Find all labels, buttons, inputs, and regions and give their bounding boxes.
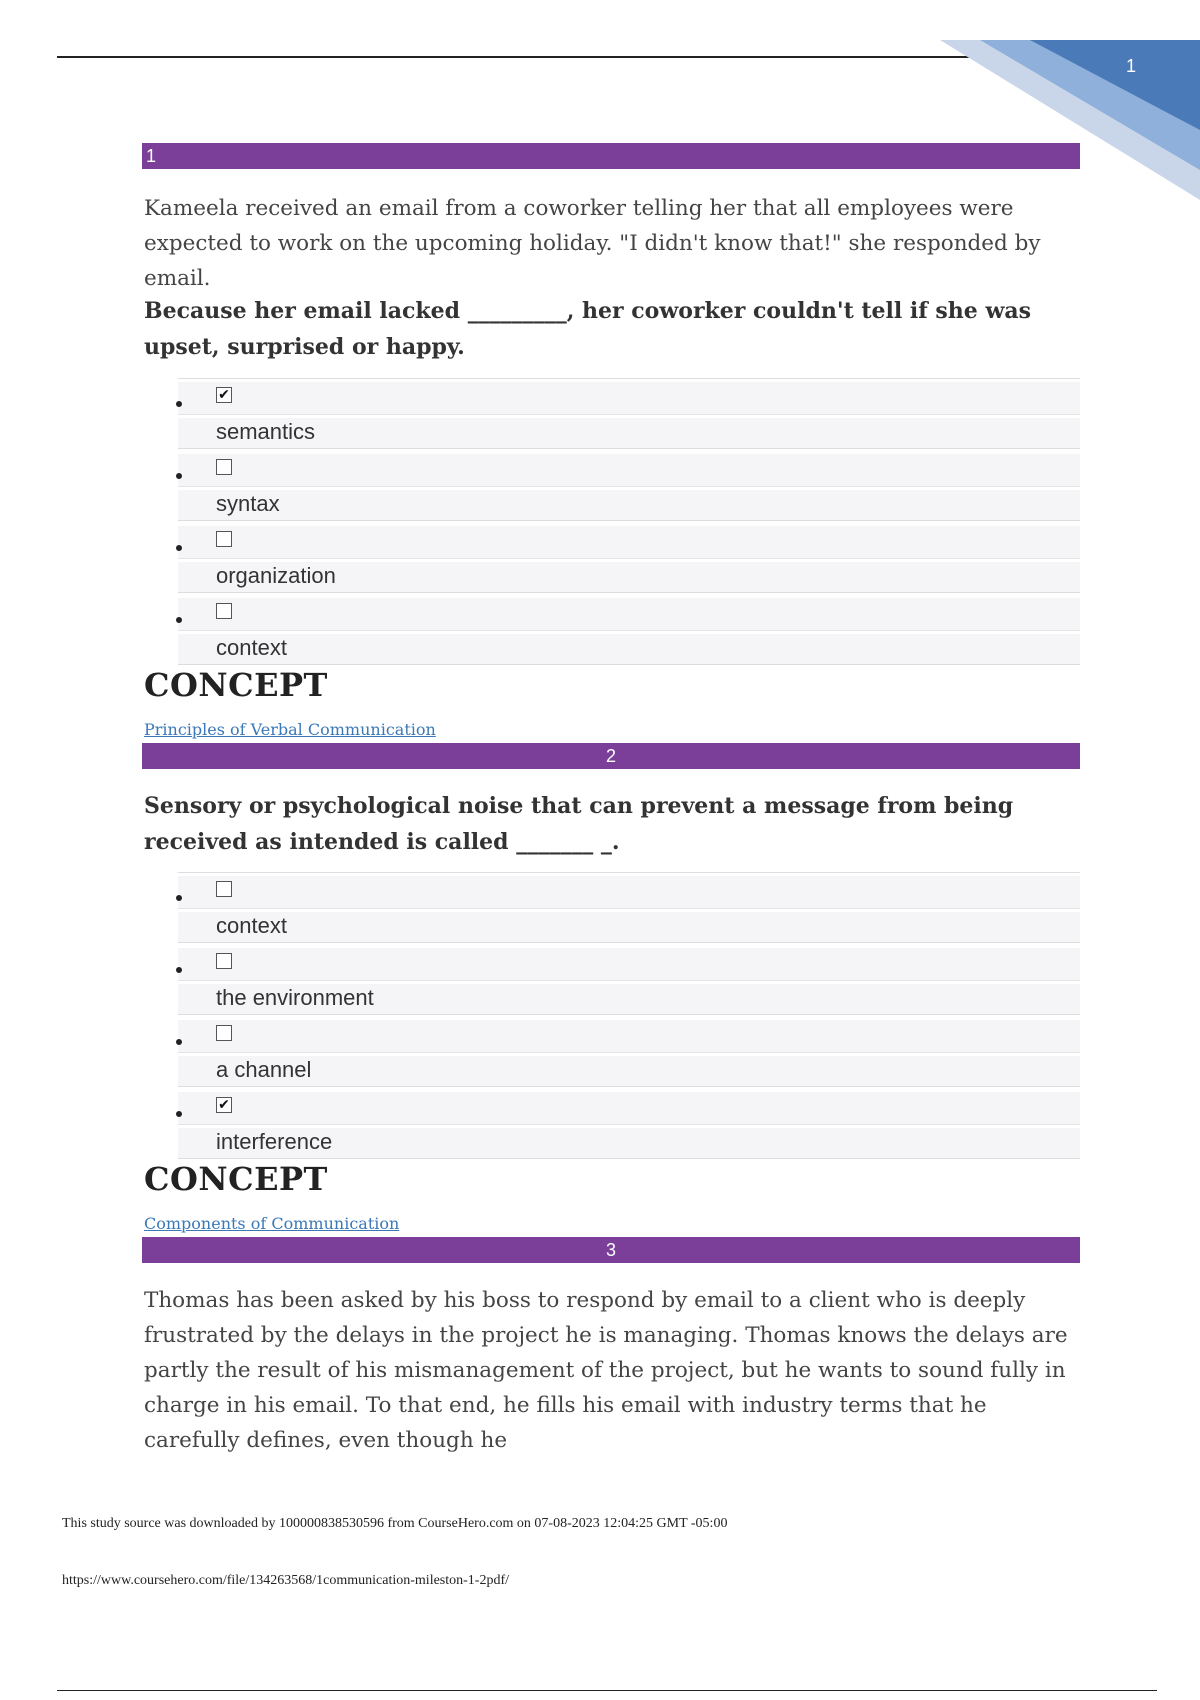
question-number-bar: 1 (142, 143, 1080, 169)
question-prompt: Because her email lacked _________, her coworker couldn't tell if she was upset, surprised or happy. (144, 298, 1032, 360)
concept-link[interactable]: Components of Communication (144, 1214, 400, 1233)
question-number-bar: 3 (142, 1237, 1080, 1263)
concept-link[interactable]: Principles of Verbal Communication (144, 720, 436, 739)
choice-label: syntax (216, 491, 280, 516)
choice-label: interference (216, 1129, 333, 1154)
choice-label: context (216, 913, 287, 938)
bullet-icon (176, 967, 182, 973)
answer-choice[interactable] (178, 945, 1080, 1017)
bullet-icon (176, 1039, 182, 1045)
bullet-icon (176, 401, 182, 407)
question-number-bar: 2 (142, 743, 1080, 769)
concept-heading: CONCEPT (144, 666, 328, 704)
choice-label: context (216, 635, 287, 660)
answer-choices (178, 872, 1080, 1161)
answer-choice[interactable] (178, 1089, 1080, 1161)
question-prompt: Sensory or psychological noise that can prevent a message from being received as intended is called _______ _. (144, 793, 1014, 855)
checkbox-checked[interactable]: ✔ (216, 387, 232, 403)
bullet-icon (176, 473, 182, 479)
footer-rule (57, 1690, 1157, 1691)
source-url: https://www.coursehero.com/file/134263568/1communication-mileston-1-2pdf/ (62, 1573, 510, 1588)
checkbox[interactable] (216, 1025, 232, 1041)
question-stem: Thomas has been asked by his boss to respond by email to a client who is deeply frustrated by the delays in the project he is managing. Thomas knows the delays are partly the result of his mismanagement of the project, but he wants to sound fully in charge in his email. To that end, he fills his email with industry terms that he carefully defines, even though he (144, 1288, 1068, 1453)
bullet-icon (176, 617, 182, 623)
answer-choices (178, 378, 1080, 667)
download-notice: This study source was downloaded by 100000838530596 from CourseHero.com on 07-08-2023 12:04:25 GMT -05:00 (62, 1516, 728, 1531)
answer-choice[interactable] (178, 1017, 1080, 1089)
answer-choice[interactable] (178, 595, 1080, 667)
checkbox[interactable] (216, 953, 232, 969)
concept-heading: CONCEPT (144, 1160, 328, 1198)
page-number: 1 (1126, 56, 1137, 76)
bullet-icon (176, 1111, 182, 1117)
bullet-icon (176, 545, 182, 551)
answer-choice[interactable] (178, 451, 1080, 523)
answer-choice[interactable] (178, 873, 1080, 945)
question-stem: Kameela received an email from a coworker telling her that all employees were expected to work on the upcoming holiday. "I didn't know that!" she responded by email. (144, 196, 1041, 291)
corner-decoration (940, 0, 1200, 200)
bullet-icon (176, 895, 182, 901)
checkbox-checked[interactable]: ✔ (216, 1097, 232, 1113)
checkbox[interactable] (216, 881, 232, 897)
checkbox[interactable] (216, 531, 232, 547)
choice-label: a channel (216, 1057, 312, 1082)
choice-label: the environment (216, 985, 374, 1010)
answer-choice[interactable] (178, 523, 1080, 595)
choice-label: organization (216, 563, 336, 588)
checkbox[interactable] (216, 459, 232, 475)
answer-choice[interactable] (178, 379, 1080, 451)
checkbox[interactable] (216, 603, 232, 619)
choice-label: semantics (216, 419, 316, 444)
